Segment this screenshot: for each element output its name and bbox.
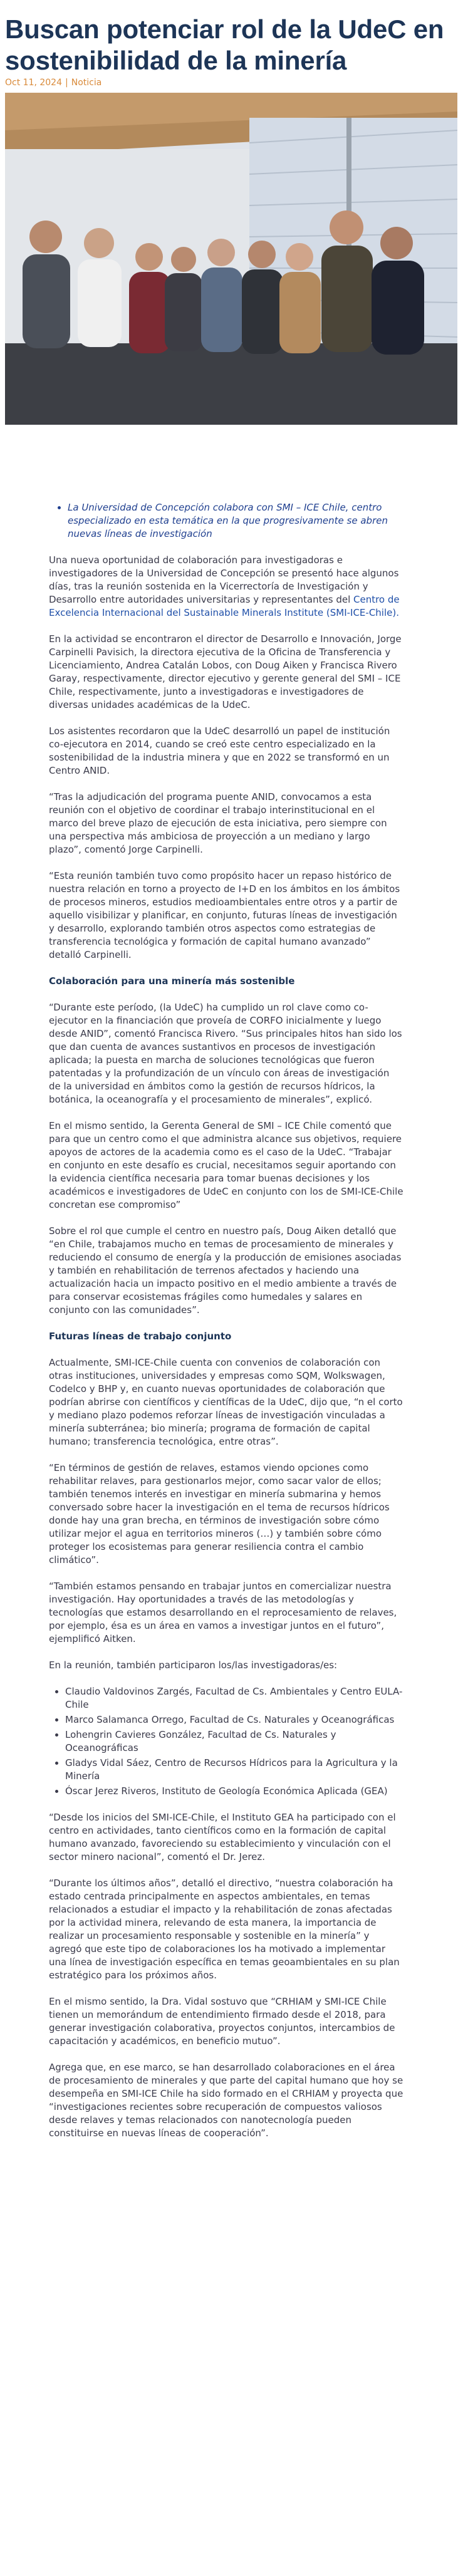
paragraph: “Durante este período, (la UdeC) ha cumplido un rol clave como co-ejecutor en la financiación que proveía de CORFO inicialmente y luego desde ANID”, comentó Francisca Rivero. “Sus principales hitos han sido los que dan cuenta de avances sustantivos en procesos de investigación aplicada; la puesta en marcha de soluciones tecnológicas que fueron patentadas y la profundización de un vínculo con áreas de investigación de la universidad en ámbitos como la gestión de recursos hídricos, la botánica, la oceanografía y el procesamiento de minerales”, explicó. bbox=[49, 1002, 402, 1105]
group-photo bbox=[5, 93, 457, 425]
participant-item: • Lohengrin Cavieres González, Facultad de Cs. Naturales y Oceanográficas bbox=[65, 1728, 403, 1755]
paragraph: Los asistentes recordaron que la UdeC desarrolló un papel de institución co-ejecutora en 2014, cuando se creó este centro especializado en la sostenibilidad de la industria minera y que en 2022 se transformó en un Centro ANID. bbox=[49, 725, 390, 776]
paragraph: “Desde los inicios del SMI-ICE-Chile, el Instituto GEA ha participado con el centro en actividades, tanto científicos como en la formación de capital humano avanzado, favoreciendo su establecimiento y vinculación con el sector minero nacional”, comentó el Dr. Jerez. bbox=[49, 1812, 396, 1862]
participant-item: • Claudio Valdovinos Zargés, Facultad de Cs. Ambientales y Centro EULA-Chile bbox=[65, 1685, 403, 1711]
article-meta bbox=[5, 78, 101, 88]
paragraph: Actualmente, SMI-ICE-Chile cuenta con convenios de colaboración con otras instituciones, universidades y empresas como SQM, Wolkswagen, Codelco y BHP y, en cuanto nuevas oportunidades de colaboración que podrían abrirse con científicos y científicas de la UdeC, dijo que, “n el corto y mediano plazo podemos reforzar líneas de investigación vinculadas a minería subterránea; bio minería; programa de formación de capital humano; transferencia tecnológica, entre otras”. bbox=[49, 1357, 403, 1447]
paragraph: Agrega que, en ese marco, se han desarrollado colaboraciones en el área de procesamiento de minerales y que parte del capital humano que hoy se desempeña en SMI-ICE Chile ha sido formado en el CRHIAM y proyecta que “investigaciones recientes sobre recuperación de compuestos valiosos desde relaves y temas relacionados con nanotecnología pueden constituirse en nuevas líneas de cooperación”. bbox=[49, 2062, 403, 2139]
article-title: Buscan potenciar rol de la UdeC en sostenibilidad de la minería bbox=[5, 14, 444, 75]
paragraph: “En términos de gestión de relaves, estamos viendo opciones como rehabilitar relaves, para gestionarlos mejor, como sacar valor de ellos; también tenemos interés en investigar en minería submarina y hemos conversado sobre hacer la investigación en el tema de recursos hídricos donde hay una gran brecha, en términos de investigación sobre cómo utilizar mejor el agua en territorios mineros (…) y también sobre cómo proteger los ecosistemas para generar resiliencia contra el cambio climático”. bbox=[49, 1462, 390, 1566]
article-highlights bbox=[49, 501, 403, 541]
paragraph: En la reunión, también participaron los/las investigadoras/es: bbox=[49, 1659, 338, 1671]
article-body bbox=[49, 501, 403, 2153]
paragraph: En la actividad se encontraron el director de Desarrollo e Innovación, Jorge Carpinelli Pavisich, la directora ejecutiva de la Oficina de Transferencia y Licenciamiento, Andrea Catalán Lobos, con Doug Aiken y Francisca Rivero Garay, respectivamente, director ejecutivo y gerente general del SMI – ICE Chile, respectivamente, junto a investigadoras e investigadores de diversas unidades académicas de la UdeC. bbox=[49, 633, 402, 710]
highlight-item: • La Universidad de Concepción colabora con SMI – ICE Chile, centro especializado en esta temática en la que progresivamente se abren nuevas líneas de investigación bbox=[68, 501, 403, 541]
intro-text: Una nueva oportunidad de colaboración para investigadoras e investigadores de la Universidad de Concepción se presentó hace algunos días, tras la reunión sostenida en la Vicerrectoría de Investigación y Desarrollo entre autoridades universitarias y representantes del bbox=[49, 554, 399, 605]
participant-item: • Óscar Jerez Riveros, Instituto de Geología Económica Aplicada (GEA) bbox=[65, 1785, 403, 1798]
section-heading: Colaboración para una minería más sostenible bbox=[49, 975, 295, 987]
article-date: Oct 11, 2024 bbox=[5, 78, 62, 88]
paragraph: “También estamos pensando en trabajar juntos en comercializar nuestra investigación. Hay oportunidades a través de las metodologías y tecnologías que estamos desarrollando en el reprocesamiento de relaves, por ejemplo, ésa es un área en vamos a investigar juntos en el futuro”, ejemplificó Aitken. bbox=[49, 1581, 397, 1644]
participant-item: • Gladys Vidal Sáez, Centro de Recursos Hídricos para la Agricultura y la Minería bbox=[65, 1757, 403, 1783]
section-heading: Futuras líneas de trabajo conjunto bbox=[49, 1331, 232, 1342]
paragraph: “Esta reunión también tuvo como propósito hacer un repaso histórico de nuestra relación en torno a proyecto de I+D en los ámbitos en los ámbitos de procesos mineros, estudios medioambientales entre otros y a partir de aquello visibilizar y planificar, en conjunto, futuras líneas de investigación y desarrollo, explorando también otros aspectos como estrategias de transferencia tecnológica y formación de capital humano avanzado” detalló Carpinelli. bbox=[49, 870, 400, 960]
intro-paragraph bbox=[49, 554, 403, 620]
article-category-link[interactable]: Noticia bbox=[71, 78, 102, 88]
participants-list bbox=[49, 1685, 403, 1798]
smi-ice-chile-link[interactable]: Centro de Excelencia Internacional del Sustainable Minerals Institute (SMI-ICE-Chile). bbox=[49, 594, 400, 618]
paragraph: “Tras la adjudicación del programa puente ANID, convocamos a esta reunión con el objetivo de coordinar el trabajo interinstitucional en el marco del breve plazo de ejecución de esta iniciativa, pero siempre con una perspectiva más ambiciosa de proyección a un mediano y largo plazo”, comentó Jorge Carpinelli. bbox=[49, 791, 387, 855]
meta-separator: | bbox=[65, 78, 68, 88]
participant-item: • Marco Salamanca Orrego, Facultad de Cs. Naturales y Oceanográficas bbox=[65, 1713, 403, 1727]
paragraph: Sobre el rol que cumple el centro en nuestro país, Doug Aiken detalló que “en Chile, trabajamos mucho en temas de procesamiento de minerales y reduciendo el consumo de energía y la producción de emisiones asociadas y también en rehabilitación de terrenos afectados y haciendo una actualización hacia un impacto positivo en el medio ambiente a través de para conservar ecosistemas frágiles como humedales y salares en conjunto con las comunidades”. bbox=[49, 1225, 402, 1316]
paragraph: “Durante los últimos años”, detalló el directivo, “nuestra colaboración ha estado centrada principalmente en aspectos ambientales, en temas relacionados a estudiar el impacto y la rehabilitación de zonas afectadas por la actividad minera, relevando de esta manera, la importancia de realizar un procesamiento responsable y sostenible en la minería” y agregó que este tipo de colaboraciones los ha motivado a implementar una línea de investigación específica en temas geoambientales en su plan estratégico para los próximos años. bbox=[49, 1877, 400, 1981]
paragraph: En el mismo sentido, la Gerenta General de SMI – ICE Chile comentó que para que un centro como el que administra alcance sus objetivos, requiere apoyos de actores de la academia como es el caso de la UdeC. “Trabajar en conjunto en este desafío es crucial, necesitamos seguir aportando con la evidencia científica necesaria para tomar buenas decisiones y los académicos e investigadores de UdeC en conjunto con los de SMI-ICE-Chile concretan ese compromiso” bbox=[49, 1120, 403, 1210]
paragraph: En el mismo sentido, la Dra. Vidal sostuvo que “CRHIAM y SMI-ICE Chile tienen un memorándum de entendimiento firmado desde el 2018, para generar investigación colaborativa, proyectos conjuntos, intercambios de capacitación y académicos, en beneficio mutuo”. bbox=[49, 1996, 395, 2047]
